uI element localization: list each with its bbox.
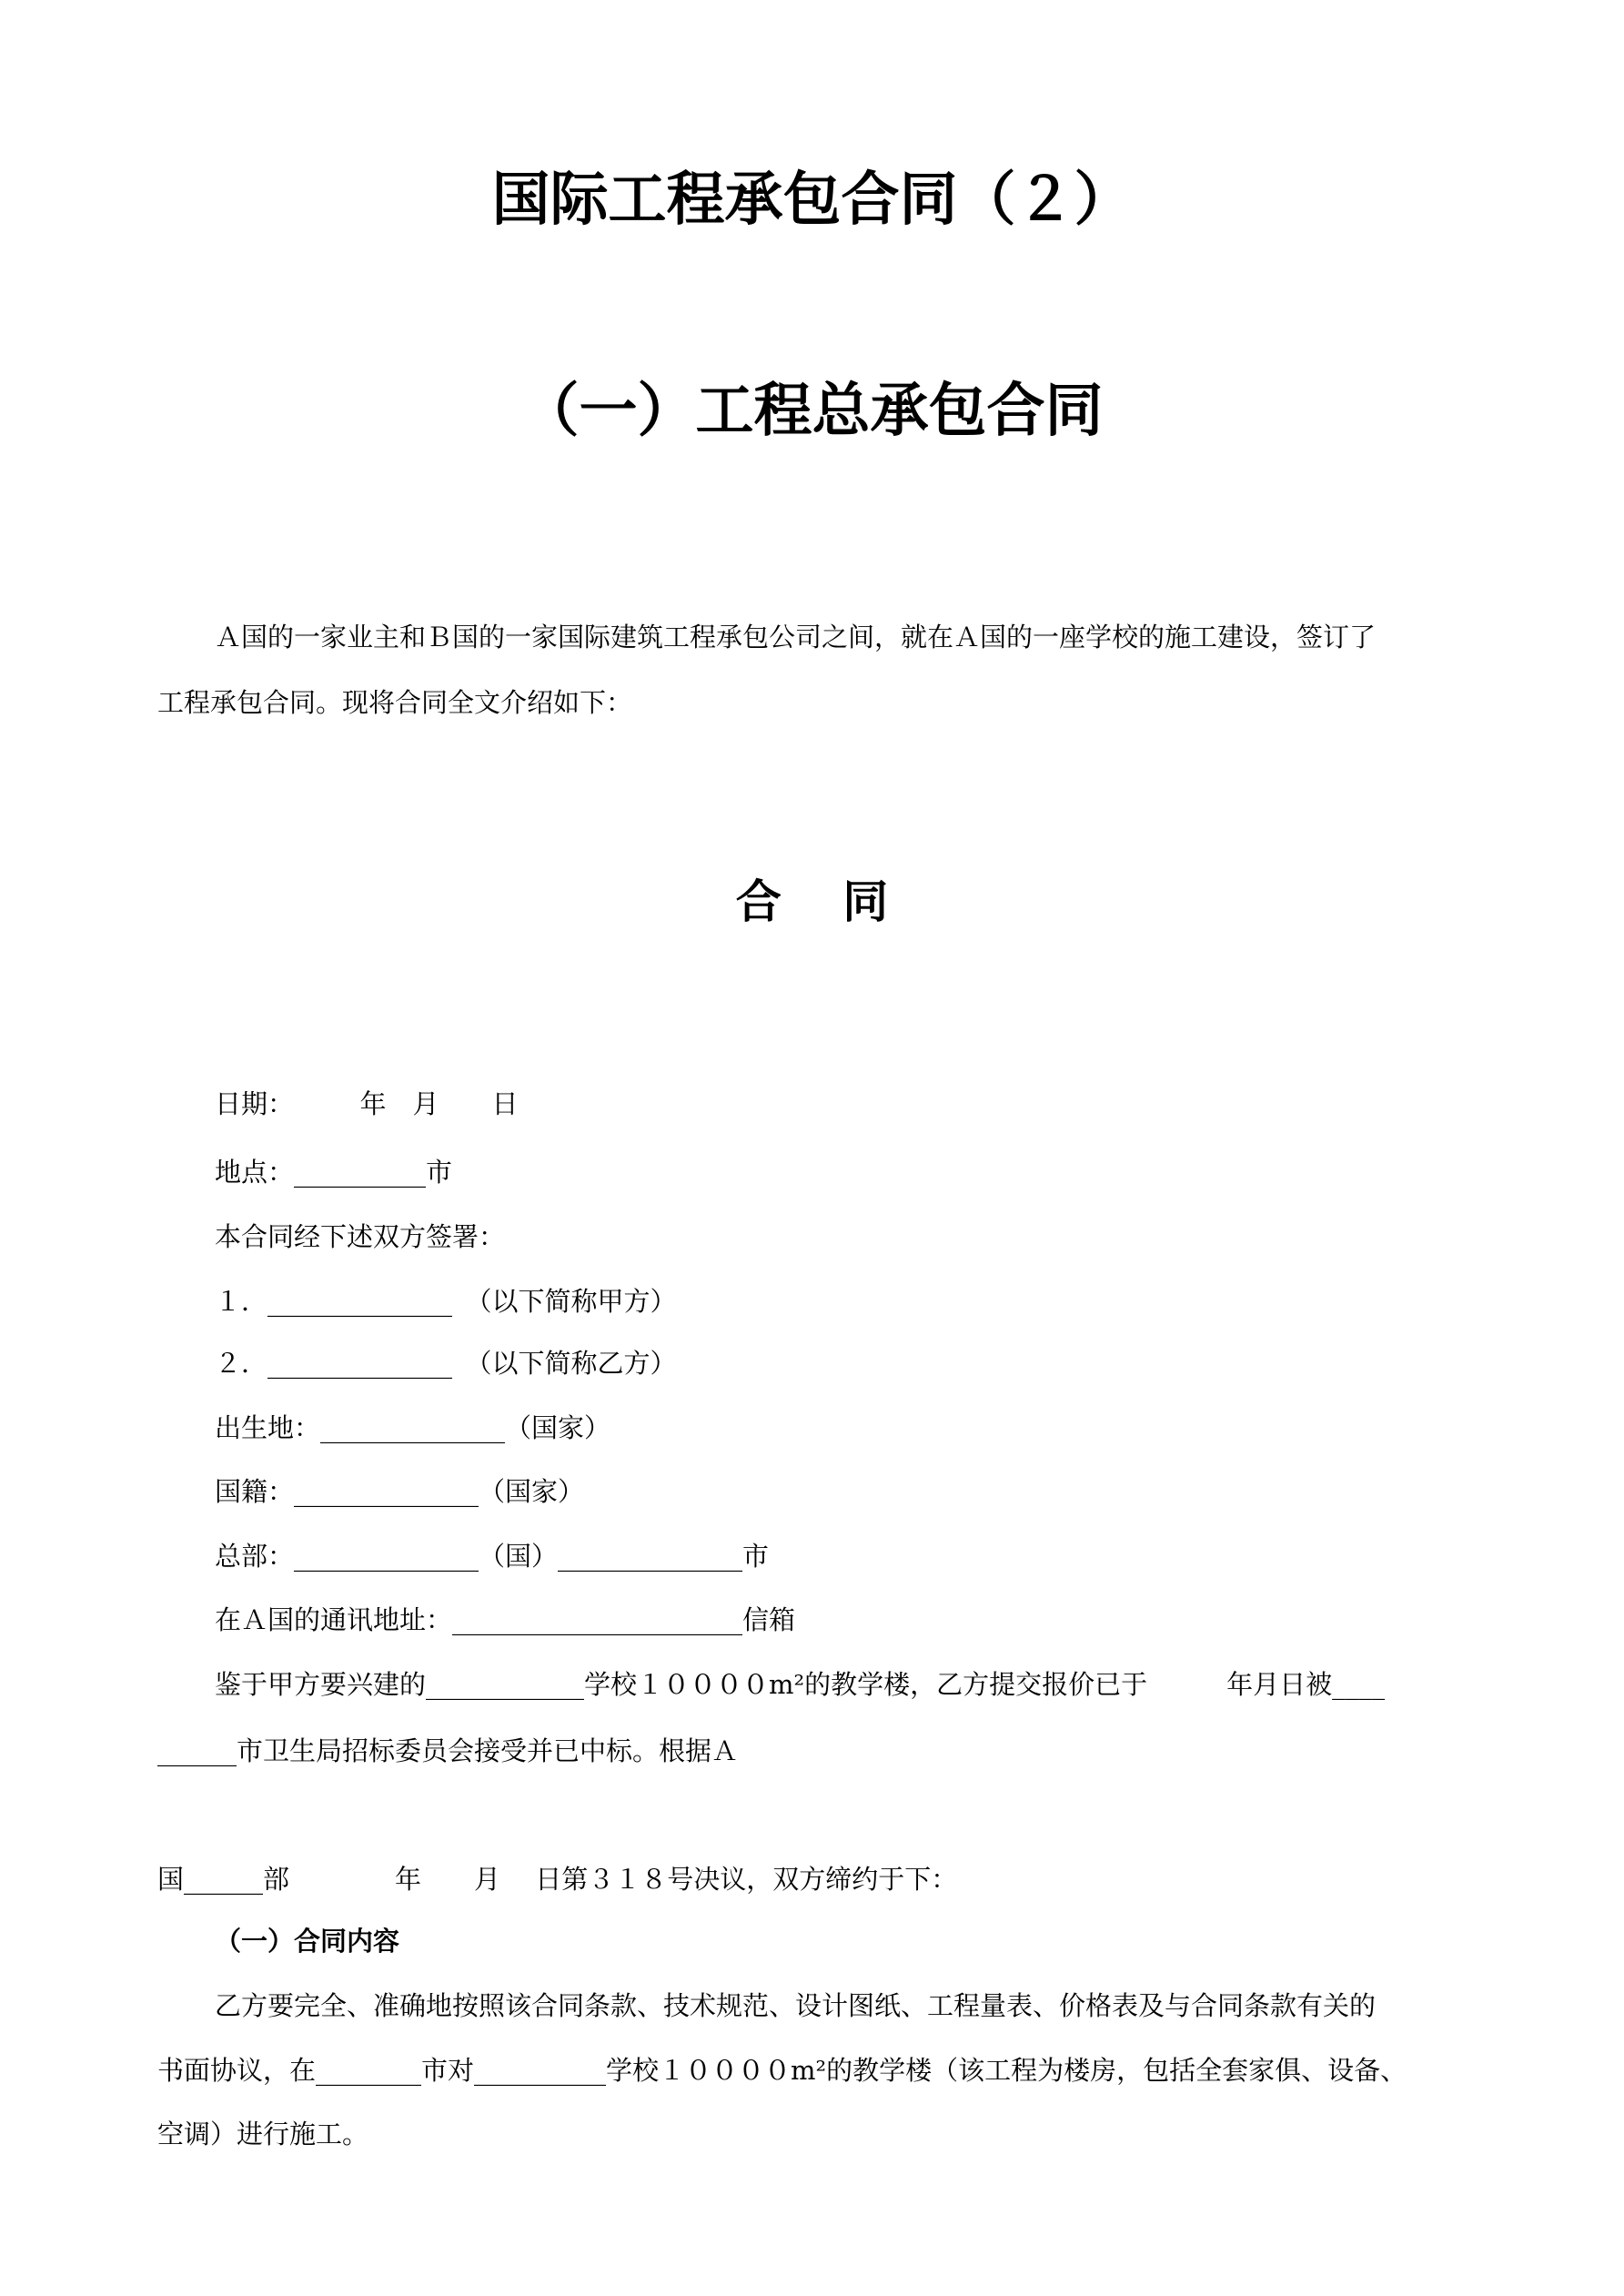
recital-line-3: 国______部 年 月 日第３１８号决议，双方缔约于下：: [157, 1864, 958, 1895]
field-party2: ２．______________ （以下简称乙方）: [215, 1348, 677, 1379]
field-place: 地点：__________市: [215, 1157, 453, 1188]
section-paragraph-line-1: 乙方要完全、准确地按照该合同条款、技术规范、设计图纸、工程量表、价格表及与合同条款有关的: [215, 1990, 1377, 2021]
field-address: 在Ａ国的通讯地址：______________________信箱: [215, 1604, 796, 1635]
section-heading: （一）合同内容: [215, 1926, 400, 1957]
document-title: 国际工程承包合同（２）: [491, 166, 1133, 234]
contract-heading: 合 同: [735, 875, 889, 928]
section-paragraph-line-2: 书面协议，在________市对__________学校１００００m²的教学楼（该工程为楼房，包括全套家俱、设备、: [157, 2055, 1407, 2086]
document-subtitle: （一）工程总承包合同: [520, 377, 1104, 445]
field-headquarters: 总部：______________（国）______________市: [215, 1541, 770, 1572]
field-birthplace: 出生地：______________（国家）: [215, 1412, 611, 1443]
intro-line-1: Ａ国的一家业主和Ｂ国的一家国际建筑工程承包公司之间，就在Ａ国的一座学校的施工建设，签订了: [215, 622, 1377, 652]
field-party1: １．______________ （以下简称甲方）: [215, 1286, 677, 1317]
field-date: 日期： 年 月 日: [215, 1088, 519, 1119]
section-paragraph-line-3: 空调）进行施工。: [157, 2119, 369, 2149]
intro-line-2: 工程承包合同。现将合同全文介绍如下：: [157, 687, 633, 718]
field-nationality: 国籍：______________（国家）: [215, 1476, 585, 1507]
field-signed-by: 本合同经下述双方签署：: [215, 1221, 506, 1252]
recital-line-2: ______市卫生局招标委员会接受并已中标。根据Ａ: [157, 1735, 739, 1766]
recital-line-1: 鉴于甲方要兴建的____________学校１００００m²的教学楼，乙方提交报价已于 年月日被____: [215, 1669, 1386, 1700]
